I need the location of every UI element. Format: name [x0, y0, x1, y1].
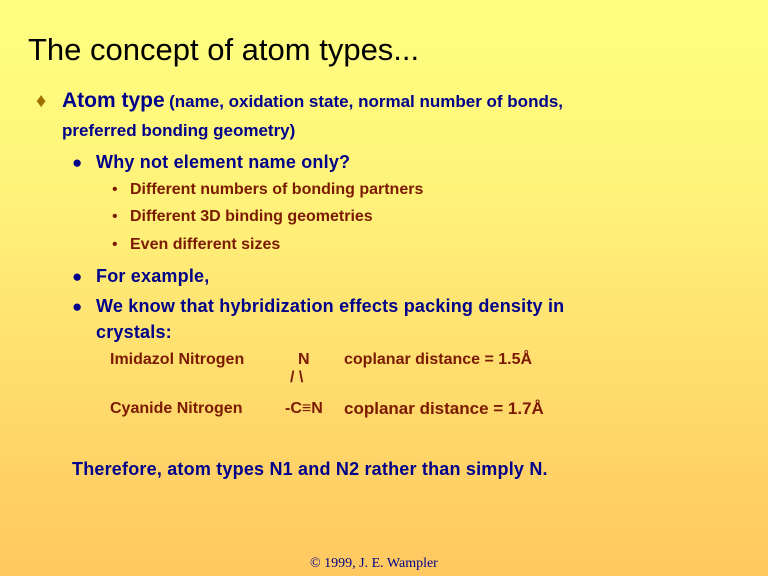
atom-type-term: Atom type [62, 89, 165, 112]
cyanide-distance: coplanar distance = 1.7Å [344, 399, 544, 418]
copyright-footer: © 1999, J. E. Wampler [310, 556, 438, 571]
dot-bullet-icon: ● [72, 267, 83, 286]
imidazol-atom: N [298, 351, 310, 368]
hybridization-statement-cont: crystals: [96, 322, 172, 342]
imidazol-label: Imidazol Nitrogen [110, 351, 245, 368]
question-why-not-element-name: Why not element name only? [96, 152, 351, 172]
conclusion: Therefore, atom types N1 and N2 rather than simply N. [72, 459, 548, 479]
for-example: For example, [96, 266, 210, 286]
dot-bullet-icon: ● [72, 153, 83, 172]
atom-type-line [62, 89, 563, 113]
atom-type-definition-cont: preferred bonding geometry) [62, 121, 296, 140]
small-bullet-icon: • [112, 208, 118, 225]
imidazol-bonds: / \ [290, 369, 304, 386]
atom-type-definition: (name, oxidation state, normal number of bonds, [169, 92, 564, 111]
slide-title: The concept of atom types... [28, 32, 420, 67]
cyanide-label: Cyanide Nitrogen [110, 400, 243, 417]
small-bullet-icon: • [112, 236, 118, 253]
reason-item: Different 3D binding geometries [130, 208, 373, 225]
small-bullet-icon: • [112, 181, 118, 198]
reason-item: Different numbers of bonding partners [130, 181, 424, 198]
reason-item: Even different sizes [130, 236, 281, 253]
hybridization-statement: We know that hybridization effects packing density in [96, 296, 565, 316]
diamond-bullet-icon: ♦ [36, 90, 47, 112]
imidazol-distance: coplanar distance = 1.5Å [344, 351, 533, 368]
dot-bullet-icon: ● [72, 297, 83, 316]
cyanide-atom: -C≡N [285, 400, 323, 417]
